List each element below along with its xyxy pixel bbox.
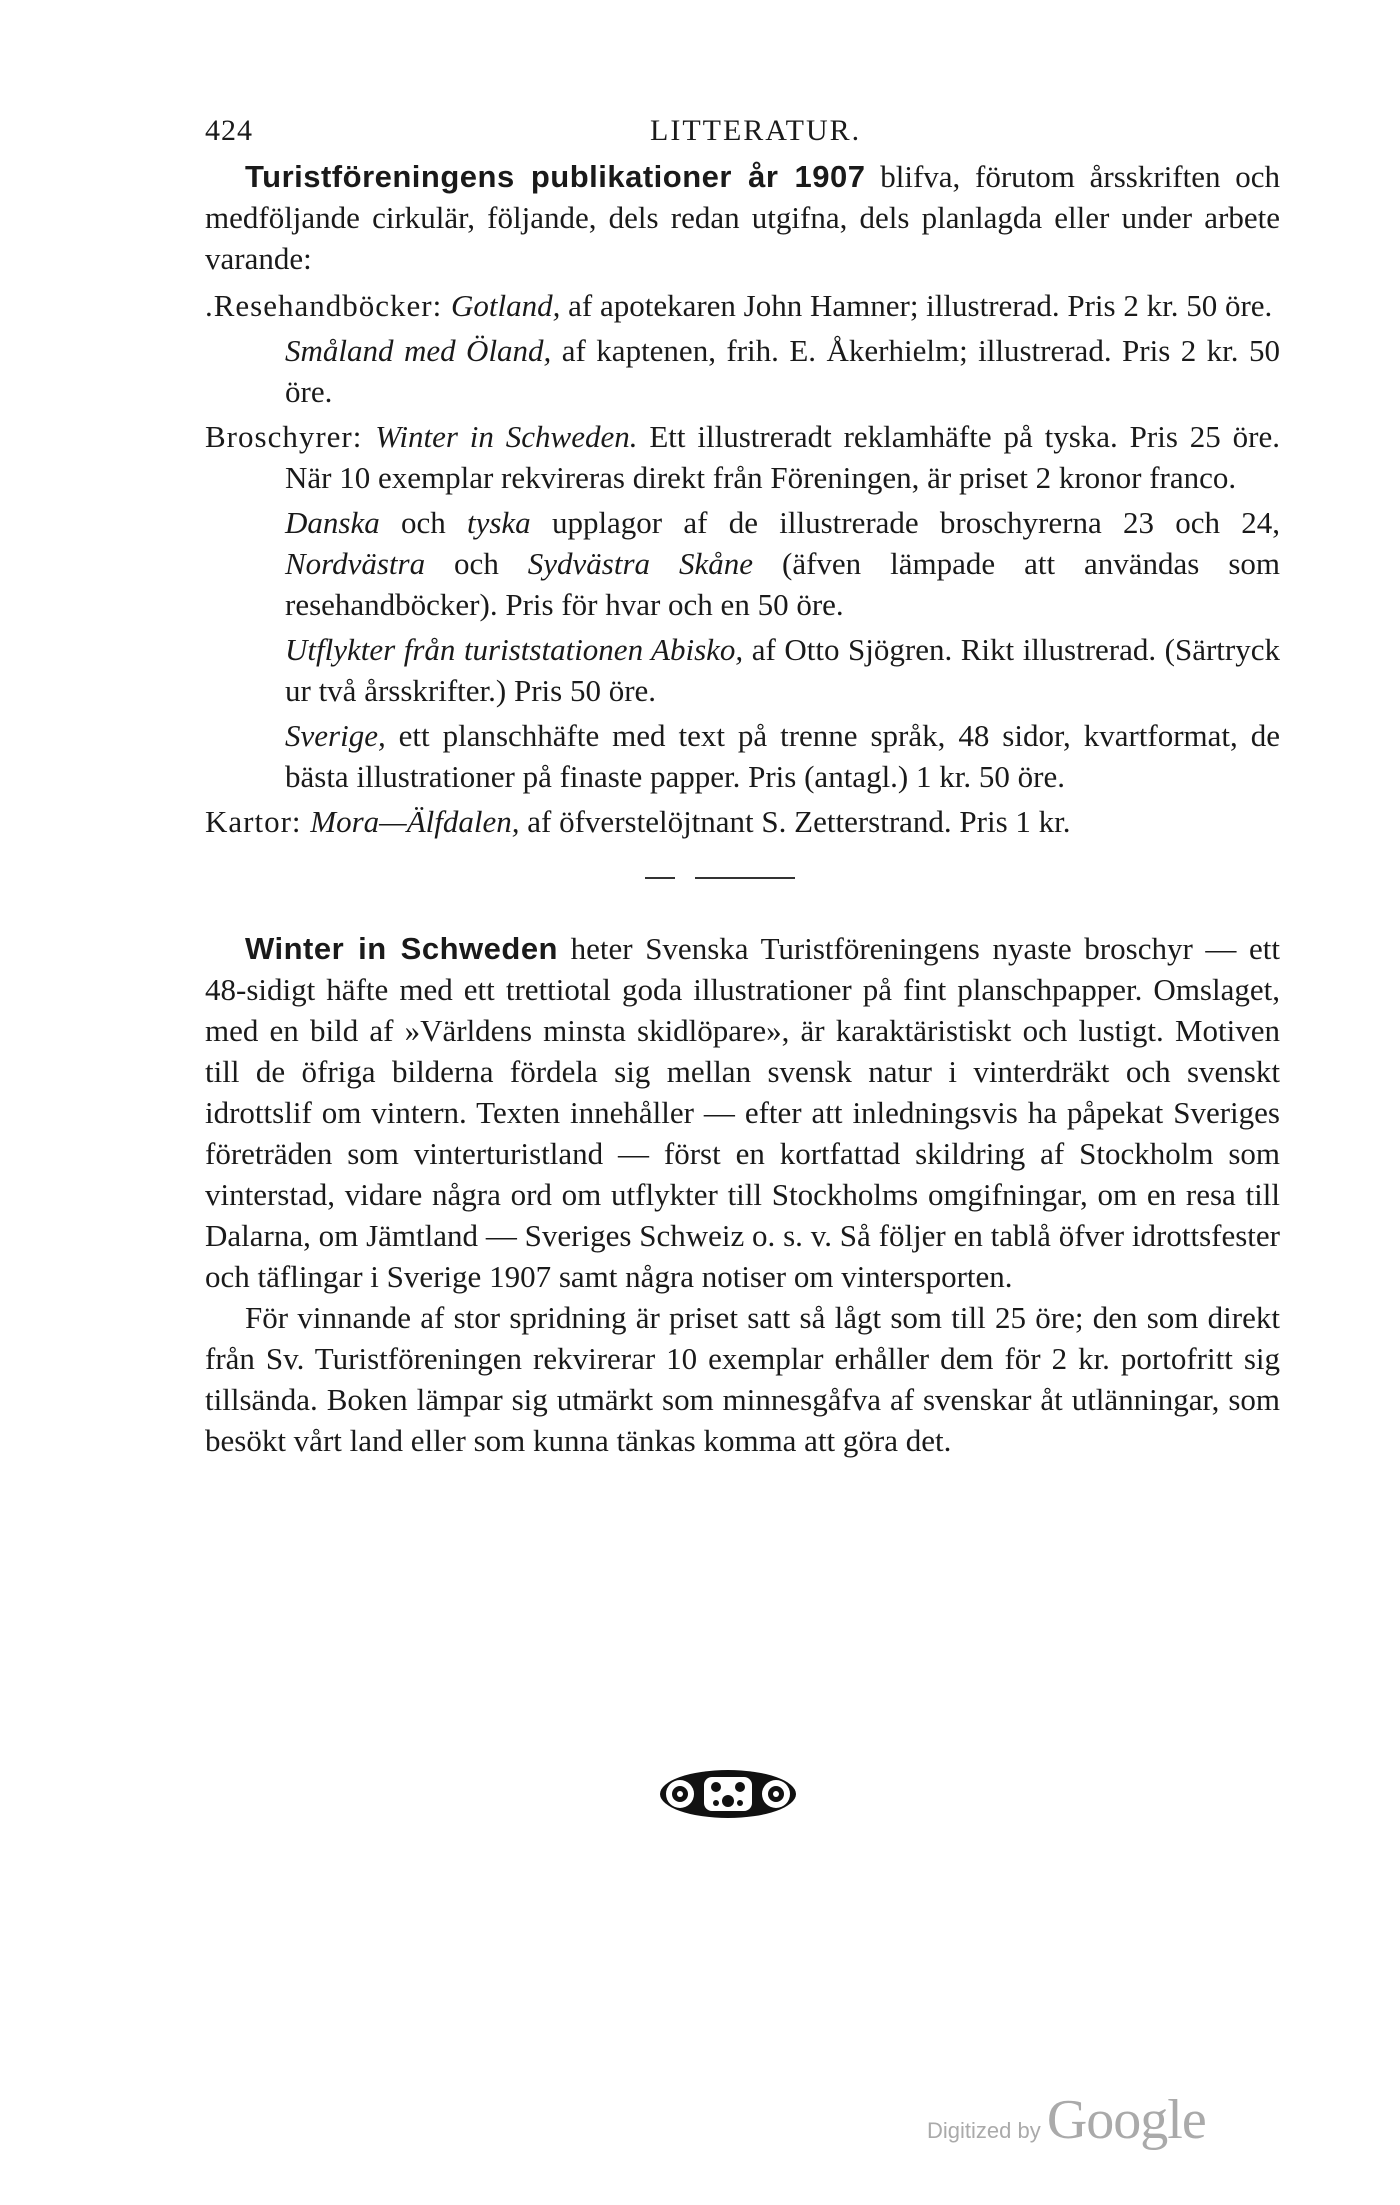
section-divider [205,842,1280,912]
entry-text: ett planschhäfte med text på trenne språk, 48 sidor, kvartformat, de bästa illustrationer på finaste papper. Pris (antagl.) 1 kr. 50 öre. [285,718,1280,794]
kartor-label: Kartor: [205,804,311,839]
entry-text: och [425,546,528,581]
watermark-prefix: Digitized by [927,2118,1047,2143]
entry-title: tyska [466,505,531,540]
digitized-by-google-watermark [927,2088,1206,2152]
entry-title: Småland med Öland, [285,333,552,368]
broschyrer-label: Broschyrer: [205,419,376,454]
section1-intro [205,156,1280,279]
resehandbocker-label: .Resehandböcker: [205,288,451,323]
google-logo: Google [1046,2089,1206,2151]
entry-text: och [379,505,467,540]
divider-rule-short [645,877,675,879]
kartor-entry [205,801,1280,842]
entry-title: Mora—Älfdalen, [310,804,520,839]
broschyrer-entry-3 [205,629,1280,711]
ornament-icon [658,1765,798,1823]
page-body [205,110,1280,1461]
entry-title: Danska [285,505,380,540]
entry-title: Utflykter från turiststationen Abisko, [285,632,744,667]
entry-text: af apotekaren John Hamner; illustrerad. Pris 2 kr. 50 öre. [560,288,1273,323]
resehandbocker-entry-1 [205,285,1280,326]
entry-text: af öfverstelöjtnant S. Zetterstrand. Pris 1 kr. [519,804,1071,839]
entry-title: Winter in Schweden. [375,419,638,454]
entry-text: upplagor af de illustrerade broschyrerna 23 och 24, [530,505,1280,540]
divider-rule-long [695,877,795,879]
section1-lead-rest: blifva, förutom årsskriften och medföljande cirkulär, följande, dels redan utgifna, dels planlagda eller under arbete varande: [205,159,1281,276]
section2-lead: Winter in Schweden [245,931,558,966]
section2-paragraph-2: För vinnande af stor spridning är priset satt så lågt som till 25 öre; den som direkt från Sv. Turistföreningen rekvirerar 10 exemplar erhåller dem för 2 kr. portofritt sig tillsända. Boken lämpar sig utmärkt som minnesgåfva af svenskar åt utlänningar, som besökt vårt land eller som kunna tänkas komma att göra det. [205,1300,1280,1458]
entry-text: af kaptenen, frih. E. Åkerhielm; illustrerad. Pris 2 kr. 50 öre. [285,333,1280,409]
page-number: 424 [205,114,253,147]
entry-text: (äfven lämpade att användas som resehandböcker). Pris för hvar och en 50 öre. [285,546,1281,622]
broschyrer-entry-2 [205,502,1280,625]
broschyrer-entry-4 [205,715,1280,797]
section2-lead-rest: heter Svenska Turistföreningens nyaste broschyr — ett 48-sidigt häfte med ett trettiotal goda illustrationer på fint planschpapper. Omslaget, med en bild af »Världens minsta skidlöpare», är karaktäristiskt och lustigt. Motiven till de öfriga bilderna fördela sig mellan svensk natur i vinterdräkt och svenskt idrottslif om vintern. Texten innehåller — efter att inledningsvis ha påpekat Sveriges företräden som vinterturistland — först en kortfattad skildring af Stockholm som vinterstad, vidare några ord om utflykter till Stockholms omgifningar, om en resa till Dalarna, om Jämtland — Sveriges Schweiz o. s. v. Så följer en tablå öfver idrottsfester och täflingar i Sverige 1907 samt några notiser om vintersporten. [205,931,1280,1294]
entry-title: Sydvästra Skåne [527,546,754,581]
section1-lead: Turistföreningens publikationer år 1907 [245,159,866,194]
running-header [205,110,1280,156]
entry-title: Gotland, [450,288,561,323]
running-title: LITTERATUR. [650,114,862,147]
entry-title: Sverige, [285,718,386,753]
entry-title: Nordvästra [285,546,426,581]
resehandbocker-entry-2 [205,330,1280,412]
section2-paragraph-1 [205,928,1280,1297]
entry-text: Ett illustreradt reklamhäfte på tyska. Pris 25 öre. När 10 exemplar rekvireras direkt från Föreningen, är priset 2 kronor franco. [285,419,1281,495]
broschyrer-entry-1 [205,416,1280,498]
entry-text: af Otto Sjögren. Rikt illustrerad. (Särtryck ur två årsskrifter.) Pris 50 öre. [285,632,1281,708]
